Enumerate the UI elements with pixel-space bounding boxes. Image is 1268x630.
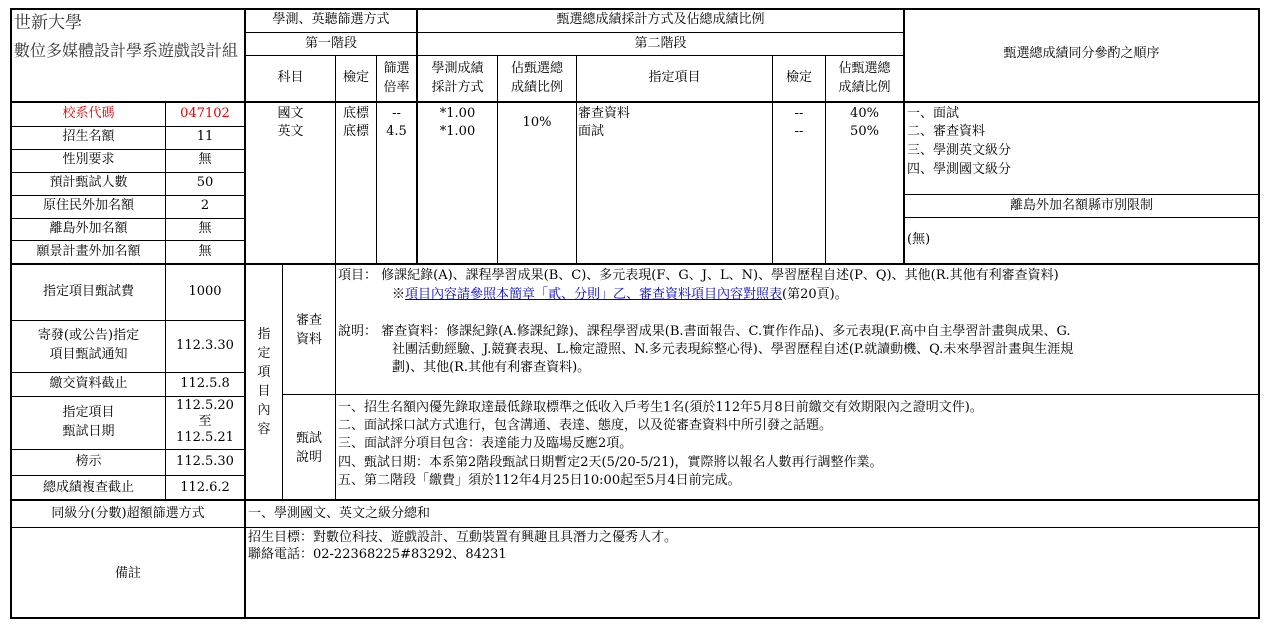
deadline-label: 繳交資料截止	[49, 376, 128, 391]
note-mark: ※	[392, 287, 406, 302]
remarks-label: 備註	[114, 566, 141, 581]
grid-line	[10, 499, 1260, 501]
gsat-method-header: 學測、英聽篩選方式	[272, 12, 390, 27]
grid-line	[903, 194, 1260, 195]
tie-order-item: 三、學測英文級分	[907, 143, 1012, 158]
review-note-line	[392, 286, 848, 304]
grid-line	[772, 56, 773, 263]
stage2-item-check: --	[794, 106, 804, 121]
notice-label-2: 項目甄試通知	[49, 347, 128, 362]
stage1-header: 第一階段	[304, 36, 357, 51]
vertical-label-char: 定	[257, 346, 271, 361]
review-desc-line: 社團活動經驗、J.競賽表現、L.檢定證照、N.多元表現綜整心得)、學習歷程自述(P.就讀動機、Q.未來學習計畫與生涯規	[392, 342, 1074, 357]
tie-order-header: 甄選總成績同分參酌之順序	[1003, 46, 1160, 61]
stage1-ratio: 4.5	[386, 124, 407, 139]
vertical-label-char: 內	[257, 403, 271, 418]
department-name: 數位多媒體設計學系遊戲設計組	[14, 41, 239, 60]
review-deadline-label: 總成績複查截止	[42, 480, 134, 495]
grid-line	[10, 372, 245, 373]
exam-date-label-1: 指定項目	[62, 405, 115, 420]
gender-label: 性別要求	[62, 152, 115, 167]
grid-line	[10, 126, 245, 127]
grid-line	[244, 32, 905, 33]
exam-note: 二、面試採口試方式進行，包含溝通、表達、態度，以及從審查資料中所引發之話題。	[338, 418, 833, 433]
exam-date-from: 112.5.20	[176, 398, 234, 413]
stage1-subject: 國文	[277, 106, 304, 121]
grid-line	[576, 56, 577, 263]
check2-header: 檢定	[785, 70, 812, 85]
check-header: 檢定	[342, 70, 369, 85]
tie-break-label: 同級分(分數)超額篩選方式	[51, 506, 205, 521]
share-header-1: 佔甄選總	[510, 61, 563, 76]
review-docs-label-1: 審查	[295, 313, 322, 328]
grid-line	[10, 320, 245, 321]
stage1-ratio: --	[392, 106, 401, 121]
grid-line	[10, 101, 1260, 103]
grid-line	[10, 527, 1260, 528]
stage2-item: 面試	[578, 124, 605, 139]
review-items-line: 項目： 修課紀錄(A)、課程學習成果(B、C)、多元表現(F、G、J、L、N)、學習歷程自述(P、Q)、其他(R.其他有利審查資料)	[338, 268, 1059, 283]
stage2-item-check: --	[794, 124, 804, 139]
stage2-item: 審查資料	[578, 106, 631, 121]
grid-line	[10, 475, 245, 476]
list-label: 榜示	[75, 454, 102, 469]
review-docs-label-2: 資料	[295, 332, 322, 347]
aboriginal-label: 原住民外加名額	[42, 198, 134, 213]
notice-label-1: 寄發(或公告)指定	[37, 328, 140, 343]
stage1-subject: 英文	[277, 124, 304, 139]
stage2-gsat-score: *1.00	[439, 124, 476, 139]
stage2-gsat-score: *1.00	[439, 106, 476, 121]
tie-order-item: 一、面試	[907, 106, 960, 121]
share-header-2: 成績比例	[510, 80, 563, 95]
exam-date-to-word: 至	[198, 414, 212, 429]
share2-header-2: 成績比例	[838, 80, 891, 95]
exam-note: 一、招生名額內優先錄取達最低錄取標準之低收入戶考生1名(須於112年5月8日前繳交有效期限內之證明文件)。	[338, 400, 983, 415]
code-value: 047102	[180, 106, 230, 121]
interview-count-label: 預計甄試人數	[49, 175, 128, 190]
grid-line	[335, 56, 336, 263]
aboriginal-value: 2	[200, 198, 210, 213]
review-desc-line: 說明： 審查資料：修課紀錄(A.修課紀錄)、課程學習成果(B.書面報告、C.實作作品)、多元表現(F.高中自主學習計畫與成果、G.	[338, 324, 1071, 339]
grid-line	[10, 263, 1260, 265]
subject-header: 科目	[277, 70, 304, 85]
grid-line	[10, 617, 1260, 619]
island-value: 無	[198, 221, 212, 236]
grid-line	[10, 172, 245, 173]
grid-line	[282, 394, 1260, 395]
exam-note: 四、甄試日期：本系第2階段甄試日期暫定2天(5/20-5/21)，實際將以報名人數再行調整作業。	[338, 455, 883, 470]
stage2-share: 10%	[522, 115, 552, 130]
gsat-score-header-1: 學測成績	[431, 61, 484, 76]
vertical-label-char: 容	[257, 422, 271, 437]
list-date: 112.5.30	[176, 454, 234, 469]
exam-date-label-2: 甄試日期	[62, 424, 115, 439]
grid-line	[903, 217, 1260, 218]
quota-value: 11	[196, 129, 214, 144]
grid-line	[10, 149, 245, 150]
grid-line	[10, 8, 1260, 10]
remarks-goal: 招生目標：對數位科技、遊戲設計、互動裝置有興趣且具潛力之優秀人才。	[248, 530, 678, 545]
gender-value: 無	[198, 152, 212, 167]
island-label: 離島外加名額	[49, 221, 128, 236]
review-deadline-value: 112.6.2	[180, 480, 230, 495]
quota-label: 招生名額	[62, 129, 115, 144]
deadline-value: 112.5.8	[180, 376, 230, 391]
stage2-item-share: 50%	[850, 124, 879, 139]
fee-value: 1000	[188, 284, 222, 299]
share2-header-1: 佔甄選總	[838, 61, 891, 76]
interview-count-value: 50	[196, 175, 214, 190]
remarks-phone: 聯絡電話：02-22368225#83292、84231	[248, 547, 507, 562]
stage1-check: 底標	[342, 124, 369, 139]
stage2-item-share: 40%	[850, 106, 879, 121]
tie-order-item: 四、學測國文級分	[907, 162, 1012, 177]
exam-date-to: 112.5.21	[176, 430, 234, 445]
vertical-label	[246, 325, 282, 439]
main-title: 甄選總成績採計方式及佔總成績比例	[556, 12, 765, 27]
island-limit-title: 離島外加名額縣市別限制	[1009, 198, 1153, 213]
ratio-header-1: 篩選	[383, 61, 410, 76]
review-desc-line: 劃)、其他(R.其他有利審查資料)。	[392, 360, 591, 375]
gsat-score-header-2: 採計方式	[431, 80, 484, 95]
vertical-label-char: 指	[257, 327, 271, 342]
tie-order-item: 二、審查資料	[907, 124, 986, 139]
vertical-label-char: 目	[257, 384, 271, 399]
grid-line	[10, 218, 245, 219]
designated-header: 指定項目	[648, 70, 701, 85]
stage1-check: 底標	[342, 106, 369, 121]
review-table-link[interactable]: 項目內容請參照本簡章「貳、分則」乙、審查資料項目內容對照表	[405, 287, 783, 302]
grid-line	[10, 449, 245, 450]
grid-line	[10, 396, 245, 397]
note-tail: (第20頁)。	[782, 287, 848, 302]
notice-date: 112.3.30	[176, 338, 234, 353]
vision-label: 願景計畫外加名額	[36, 244, 141, 259]
tie-break-value: 一、學測國文、英文之級分總和	[248, 506, 431, 521]
grid-line	[244, 263, 246, 618]
school-name: 世新大學	[14, 13, 82, 33]
exam-note: 五、第二階段「繳費」須於112年4月25日10:00起至5月4日前完成。	[338, 473, 741, 488]
stage2-header: 第二階段	[634, 36, 687, 51]
grid-line	[244, 55, 905, 56]
ratio-header-2: 倍率	[383, 80, 410, 95]
code-label: 校系代碼	[62, 106, 115, 121]
fee-label: 指定項目甄試費	[42, 284, 134, 299]
island-limit-value: (無)	[907, 232, 931, 247]
vision-value: 無	[198, 244, 212, 259]
grid-line	[10, 195, 245, 196]
vertical-label-char: 項	[257, 365, 271, 380]
exam-note: 三、面試評分項目包含：表達能力及臨場反應2項。	[338, 436, 633, 451]
exam-desc-label-2: 說明	[295, 450, 322, 465]
grid-line	[335, 264, 336, 500]
exam-desc-label-1: 甄試	[295, 431, 322, 446]
grid-line	[10, 240, 245, 241]
